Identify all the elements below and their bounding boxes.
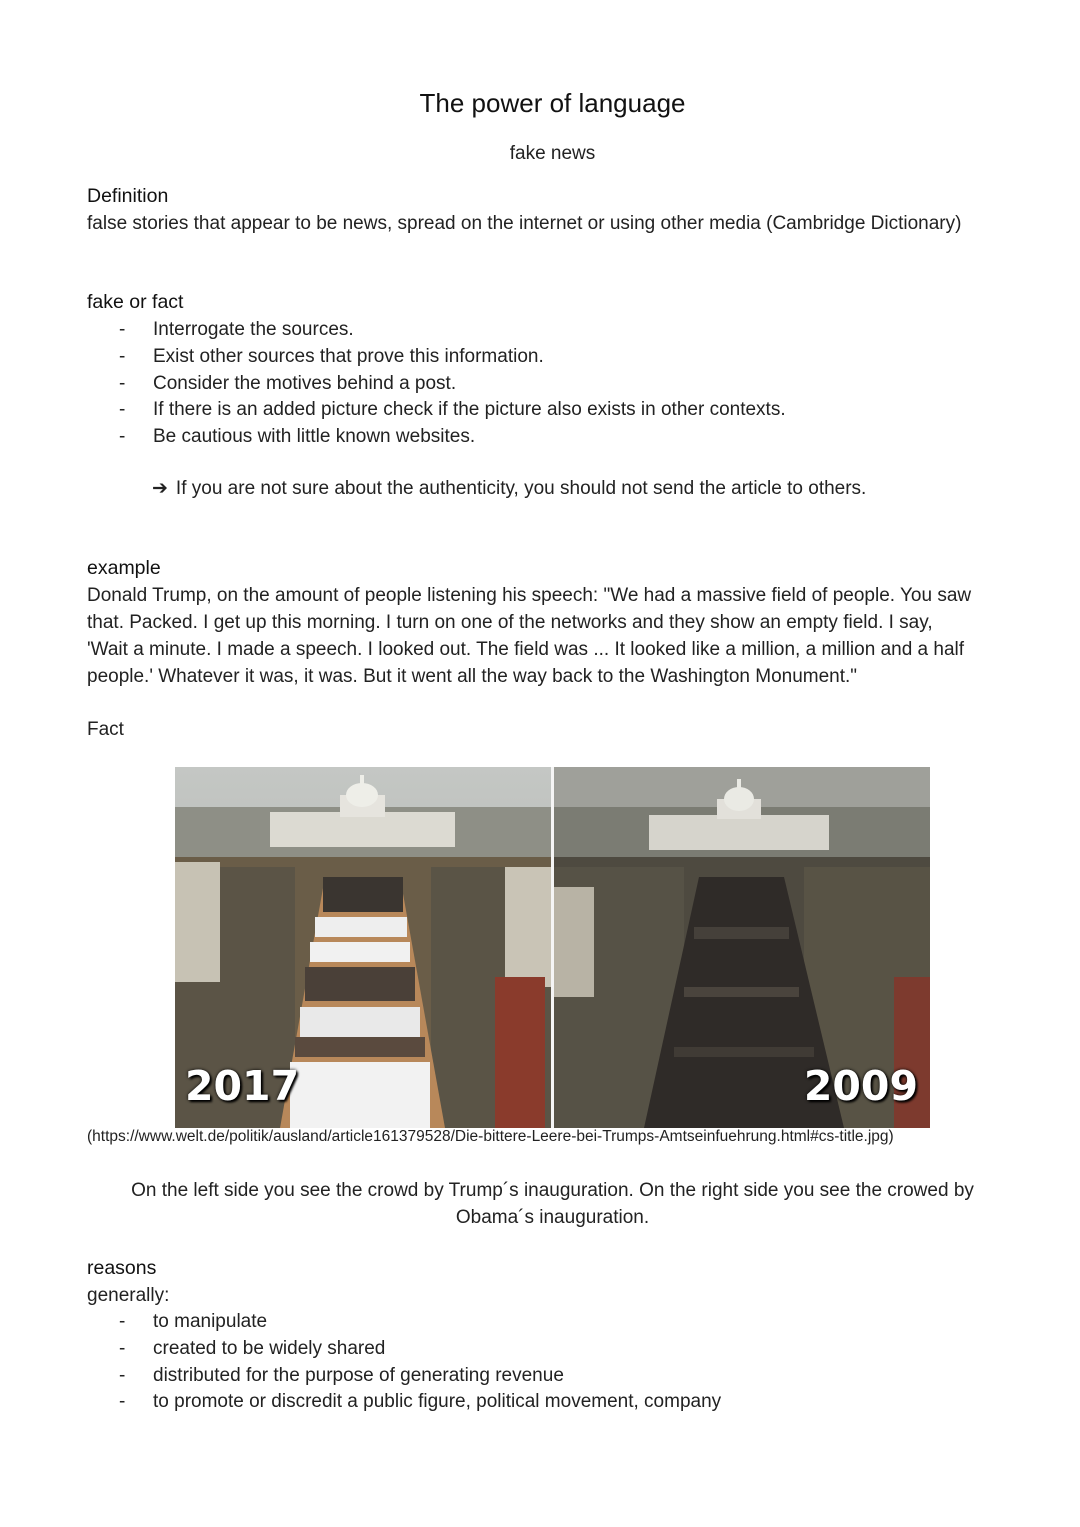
list-item: - created to be widely shared xyxy=(119,1337,386,1359)
page-title: The power of language xyxy=(419,88,686,118)
list-item: - Exist other sources that prove this information. xyxy=(119,345,544,367)
definition-heading: Definition xyxy=(87,185,169,207)
list-item: - Interrogate the sources. xyxy=(119,319,354,340)
conclusion-note xyxy=(152,477,866,500)
description-line: Obama´s inauguration. xyxy=(455,1207,650,1228)
fake-or-fact-heading: fake or fact xyxy=(87,291,184,313)
fact-label: Fact xyxy=(87,719,124,740)
year-label-left: 2017 xyxy=(185,1062,300,1110)
page-subtitle: fake news xyxy=(509,143,596,164)
example-heading: example xyxy=(87,557,161,579)
list-item: - Be cautious with little known websites. xyxy=(119,426,476,448)
example-line: people.' Whatever it was, it was. But it went all the way back to the Washington Monument." xyxy=(87,666,858,687)
reasons-list xyxy=(87,1309,721,1416)
inauguration-comparison-photo xyxy=(175,767,930,1128)
arrow-right-icon: ➔ xyxy=(152,477,168,499)
list-item: - to promote or discredit a public figure, political movement, company xyxy=(119,1391,722,1413)
list-item: - distributed for the purpose of generating revenue xyxy=(119,1364,564,1386)
photo-left-2017 xyxy=(175,767,551,1128)
fake-or-fact-list xyxy=(87,317,786,451)
example-line: that. Packed. I get up this morning. I turn on one of the networks and they show an empty field. I say, xyxy=(87,612,933,633)
image-source-caption: (https://www.welt.de/politik/ausland/article161379528/Die-bittere-Leere-bei-Trumps-Amtseinfuehrung.html#cs-title.jpg) xyxy=(87,1128,894,1145)
definition-text: false stories that appear to be news, spread on the internet or using other media (Cambridge Dictionary) xyxy=(87,213,962,234)
image-description xyxy=(100,1177,1005,1231)
list-item: - Consider the motives behind a post. xyxy=(119,372,457,394)
list-item: - to manipulate xyxy=(119,1311,268,1332)
photo-right-2009 xyxy=(554,767,930,1128)
list-item: - If there is an added picture check if the picture also exists in other contexts. xyxy=(119,399,786,421)
year-label-right: 2009 xyxy=(803,1062,918,1110)
example-line: Donald Trump, on the amount of people listening his speech: "We had a massive field of people. You saw xyxy=(87,585,972,606)
reasons-intro: generally: xyxy=(87,1285,170,1306)
reasons-heading: reasons xyxy=(87,1257,157,1279)
example-quote xyxy=(87,582,971,690)
conclusion-text: If you are not sure about the authenticity, you should not send the article to others. xyxy=(175,478,867,499)
description-line: On the left side you see the crowd by Trump´s inauguration. On the right side you see the crowed by xyxy=(131,1180,974,1201)
example-line: 'Wait a minute. I made a speech. I looked out. The field was ... It looked like a million, a million and a half xyxy=(87,639,965,660)
